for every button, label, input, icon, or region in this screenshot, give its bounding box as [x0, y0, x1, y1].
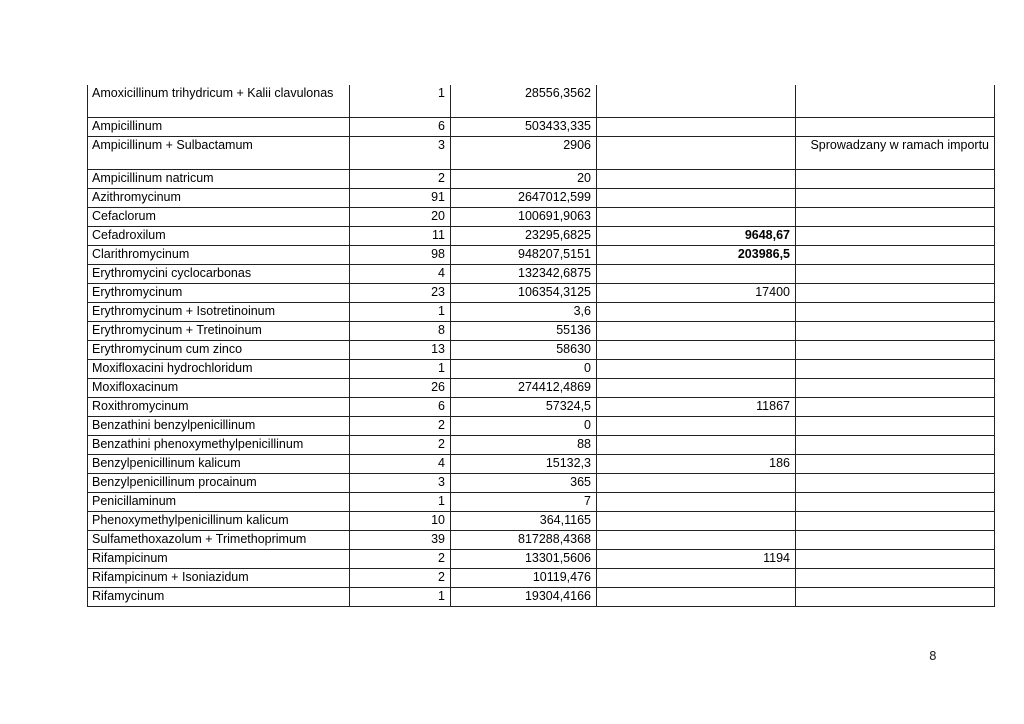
value-cell: 3,6 — [451, 303, 597, 322]
table-row — [88, 474, 995, 493]
count-cell: 1 — [350, 588, 451, 607]
note-cell — [796, 455, 995, 474]
value-cell: 503433,335 — [451, 118, 597, 137]
note-cell — [796, 493, 995, 512]
note-cell — [796, 284, 995, 303]
note-cell — [796, 208, 995, 227]
drug-name-cell: Moxifloxacinum — [88, 379, 350, 398]
count-cell: 2 — [350, 569, 451, 588]
antibiotics-table — [87, 85, 995, 607]
extra-value-cell: 1194 — [597, 550, 796, 569]
extra-value-cell: 186 — [597, 455, 796, 474]
count-cell: 6 — [350, 398, 451, 417]
extra-value-cell — [597, 118, 796, 137]
count-cell: 3 — [350, 474, 451, 493]
extra-value-cell — [597, 189, 796, 208]
note-cell — [796, 227, 995, 246]
extra-value-cell — [597, 379, 796, 398]
table-row — [88, 417, 995, 436]
count-cell: 91 — [350, 189, 451, 208]
table-row — [88, 265, 995, 284]
value-cell: 55136 — [451, 322, 597, 341]
note-cell — [796, 118, 995, 137]
note-cell — [796, 398, 995, 417]
note-cell — [796, 322, 995, 341]
count-cell: 1 — [350, 85, 451, 118]
count-cell: 11 — [350, 227, 451, 246]
count-cell: 98 — [350, 246, 451, 265]
extra-value-cell — [597, 436, 796, 455]
note-cell — [796, 360, 995, 379]
note-cell — [796, 379, 995, 398]
table-row — [88, 588, 995, 607]
table-row — [88, 455, 995, 474]
drug-name-cell: Erythromycinum cum zinco — [88, 341, 350, 360]
drug-name-cell: Erythromycinum — [88, 284, 350, 303]
extra-value-cell — [597, 85, 796, 118]
value-cell: 817288,4368 — [451, 531, 597, 550]
value-cell: 20 — [451, 170, 597, 189]
drug-name-cell: Moxifloxacini hydrochloridum — [88, 360, 350, 379]
drug-name-cell: Benzathini benzylpenicillinum — [88, 417, 350, 436]
drug-name-cell: Erythromycini cyclocarbonas — [88, 265, 350, 284]
count-cell: 2 — [350, 417, 451, 436]
value-cell: 58630 — [451, 341, 597, 360]
value-cell: 88 — [451, 436, 597, 455]
drug-name-cell: Cefadroxilum — [88, 227, 350, 246]
count-cell: 23 — [350, 284, 451, 303]
count-cell: 1 — [350, 493, 451, 512]
count-cell: 13 — [350, 341, 451, 360]
count-cell: 1 — [350, 303, 451, 322]
drug-name-cell: Clarithromycinum — [88, 246, 350, 265]
count-cell: 10 — [350, 512, 451, 531]
extra-value-cell — [597, 531, 796, 550]
drug-name-cell: Rifampicinum + Isoniazidum — [88, 569, 350, 588]
table-row — [88, 569, 995, 588]
drug-name-cell: Phenoxymethylpenicillinum kalicum — [88, 512, 350, 531]
table-row — [88, 208, 995, 227]
extra-value-cell — [597, 512, 796, 531]
value-cell: 0 — [451, 417, 597, 436]
note-cell — [796, 170, 995, 189]
table-row — [88, 303, 995, 322]
drug-name-cell: Rifampicinum — [88, 550, 350, 569]
count-cell: 1 — [350, 360, 451, 379]
table-row — [88, 85, 995, 118]
value-cell: 28556,3562 — [451, 85, 597, 118]
note-cell: Sprowadzany w ramach importu — [796, 137, 995, 170]
count-cell: 20 — [350, 208, 451, 227]
drug-name-cell: Rifamycinum — [88, 588, 350, 607]
table-row — [88, 118, 995, 137]
note-cell — [796, 512, 995, 531]
table-row — [88, 246, 995, 265]
note-cell — [796, 436, 995, 455]
note-cell — [796, 569, 995, 588]
table-row — [88, 531, 995, 550]
value-cell: 23295,6825 — [451, 227, 597, 246]
value-cell: 2906 — [451, 137, 597, 170]
extra-value-cell — [597, 341, 796, 360]
table-row — [88, 493, 995, 512]
count-cell: 26 — [350, 379, 451, 398]
extra-value-cell — [597, 588, 796, 607]
table-row — [88, 360, 995, 379]
extra-value-cell — [597, 493, 796, 512]
count-cell: 8 — [350, 322, 451, 341]
count-cell: 2 — [350, 436, 451, 455]
note-cell — [796, 474, 995, 493]
drug-name-cell: Benzylpenicillinum kalicum — [88, 455, 350, 474]
value-cell: 2647012,599 — [451, 189, 597, 208]
extra-value-cell — [597, 569, 796, 588]
value-cell: 100691,9063 — [451, 208, 597, 227]
table-row — [88, 436, 995, 455]
note-cell — [796, 246, 995, 265]
drug-name-cell: Erythromycinum + Isotretinoinum — [88, 303, 350, 322]
drug-name-cell: Sulfamethoxazolum + Trimethoprimum — [88, 531, 350, 550]
extra-value-cell — [597, 474, 796, 493]
count-cell: 2 — [350, 170, 451, 189]
value-cell: 19304,4166 — [451, 588, 597, 607]
table-row — [88, 137, 995, 170]
drug-name-cell: Penicillaminum — [88, 493, 350, 512]
note-cell — [796, 85, 995, 118]
count-cell: 3 — [350, 137, 451, 170]
extra-value-cell — [597, 360, 796, 379]
extra-value-cell: 17400 — [597, 284, 796, 303]
note-cell — [796, 531, 995, 550]
table-row — [88, 322, 995, 341]
count-cell: 39 — [350, 531, 451, 550]
value-cell: 7 — [451, 493, 597, 512]
extra-value-cell — [597, 303, 796, 322]
count-cell: 6 — [350, 118, 451, 137]
value-cell: 274412,4869 — [451, 379, 597, 398]
table-row — [88, 284, 995, 303]
table-body — [88, 85, 995, 607]
drug-name-cell: Erythromycinum + Tretinoinum — [88, 322, 350, 341]
value-cell: 365 — [451, 474, 597, 493]
table-row — [88, 170, 995, 189]
drug-name-cell: Benzylpenicillinum procainum — [88, 474, 350, 493]
drug-name-cell: Benzathini phenoxymethylpenicillinum — [88, 436, 350, 455]
note-cell — [796, 265, 995, 284]
drug-name-cell: Ampicillinum natricum — [88, 170, 350, 189]
drug-name-cell: Amoxicillinum trihydricum + Kalii clavulonas — [88, 85, 350, 118]
value-cell: 106354,3125 — [451, 284, 597, 303]
table-row — [88, 398, 995, 417]
drug-name-cell: Azithromycinum — [88, 189, 350, 208]
note-cell — [796, 341, 995, 360]
extra-value-cell — [597, 322, 796, 341]
extra-value-cell: 203986,5 — [597, 246, 796, 265]
extra-value-cell — [597, 417, 796, 436]
value-cell: 132342,6875 — [451, 265, 597, 284]
page-number: 8 — [929, 649, 937, 663]
value-cell: 948207,5151 — [451, 246, 597, 265]
extra-value-cell — [597, 265, 796, 284]
extra-value-cell — [597, 208, 796, 227]
extra-value-cell: 9648,67 — [597, 227, 796, 246]
note-cell — [796, 588, 995, 607]
table-row — [88, 341, 995, 360]
value-cell: 15132,3 — [451, 455, 597, 474]
table-row — [88, 512, 995, 531]
extra-value-cell — [597, 170, 796, 189]
note-cell — [796, 550, 995, 569]
extra-value-cell — [597, 137, 796, 170]
note-cell — [796, 303, 995, 322]
note-cell — [796, 189, 995, 208]
count-cell: 4 — [350, 265, 451, 284]
drug-name-cell: Ampicillinum — [88, 118, 350, 137]
count-cell: 2 — [350, 550, 451, 569]
value-cell: 13301,5606 — [451, 550, 597, 569]
note-cell — [796, 417, 995, 436]
value-cell: 10119,476 — [451, 569, 597, 588]
value-cell: 0 — [451, 360, 597, 379]
table-row — [88, 550, 995, 569]
value-cell: 364,1165 — [451, 512, 597, 531]
drug-name-cell: Ampicillinum + Sulbactamum — [88, 137, 350, 170]
table-row — [88, 189, 995, 208]
drug-name-cell: Roxithromycinum — [88, 398, 350, 417]
table-row — [88, 379, 995, 398]
extra-value-cell: 11867 — [597, 398, 796, 417]
value-cell: 57324,5 — [451, 398, 597, 417]
count-cell: 4 — [350, 455, 451, 474]
drug-name-cell: Cefaclorum — [88, 208, 350, 227]
table-row — [88, 227, 995, 246]
